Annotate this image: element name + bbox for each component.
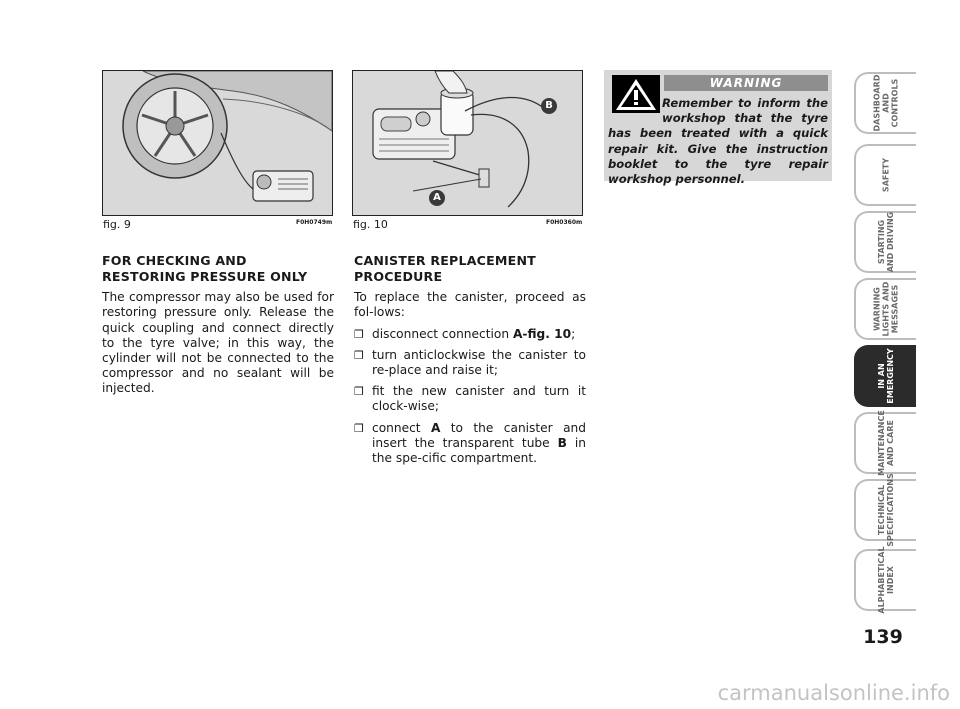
tab-label: DASHBOARD AND CONTROLS [872, 74, 900, 132]
step-1-ref: A-fig. 10 [512, 326, 572, 341]
figure-10-caption: fig. 10 [353, 218, 388, 231]
page-number: 139 [863, 626, 903, 648]
procedure-step-3 [354, 384, 586, 414]
step-1-text: disconnect connection [372, 326, 513, 341]
tab-alphabetical-index[interactable] [854, 546, 916, 614]
figure-9-code: F0H0749m [296, 219, 333, 226]
section-intro-canister: To replace the canister, proceed as fol-lows: [354, 290, 586, 320]
figure-9-caption: fig. 9 [103, 218, 131, 231]
bullet-checkbox-icon: ❒ [354, 327, 364, 341]
step-4-end: in the spe-cific compartment. [372, 435, 586, 466]
tab-label: WARNING LIGHTS AND MESSAGES [872, 281, 900, 337]
tab-label: MAINTENANCE AND CARE [877, 410, 895, 476]
tab-dashboard-and-controls[interactable] [854, 72, 916, 134]
right-text-column [354, 253, 586, 472]
section-paragraph-pressure: The compressor may also be used for restoring pressure only. Release the quick coupling and connect directly to the tyre valve; in this way, the cylinder will not be connected to the compressor and no sealant will be injected. [102, 290, 334, 396]
tab-in-an-emergency[interactable] [854, 345, 916, 407]
figure-10-code: F0H0360m [546, 219, 583, 226]
step-4-text: connect [372, 420, 431, 435]
tab-label: IN AN EMERGENCY [877, 348, 895, 404]
step-4-mid: to the canister and insert the transparent tube [372, 420, 586, 450]
procedure-step-1 [354, 327, 586, 342]
tab-maintenance-and-care[interactable] [854, 412, 916, 474]
watermark: carmanualsonline.info [717, 681, 950, 705]
figure-10-illustration [352, 70, 583, 216]
left-text-column [102, 253, 334, 403]
canister-compressor-drawing [353, 71, 582, 215]
tab-starting-and-driving[interactable] [854, 211, 916, 273]
step-2-text: turn anticlockwise the canister to re-place and raise it; [372, 347, 586, 377]
tab-safety[interactable] [854, 144, 916, 206]
section-heading-pressure: FOR CHECKING AND RESTORING PRESSURE ONLY [102, 253, 308, 284]
chapter-tabs [854, 0, 960, 709]
tab-label: SAFETY [881, 157, 891, 193]
bullet-checkbox-icon: ❒ [354, 385, 364, 399]
tyre-compressor-drawing [103, 71, 332, 215]
tab-label: STARTING AND DRIVING [877, 211, 895, 273]
warning-text: Remember to inform the workshop that the tyre has been treated with a quick repair kit. Give the instruction booklet to the tyre repair workshop personnel. [608, 96, 828, 187]
callout-b-label: B [545, 100, 553, 111]
tab-warning-lights-and-messages[interactable] [854, 278, 916, 340]
step-3-text: fit the new canister and turn it clock-wise; [372, 384, 586, 414]
bullet-checkbox-icon: ❒ [354, 348, 364, 362]
figure-9-illustration [102, 70, 333, 216]
tab-technical-specifications[interactable] [854, 473, 916, 547]
callout-a-label: A [433, 192, 441, 203]
warning-box [604, 70, 832, 187]
procedure-step-4 [354, 421, 586, 467]
step-1-end: ; [571, 326, 576, 341]
procedure-step-2 [354, 348, 586, 378]
warning-label: WARNING [664, 75, 828, 91]
tab-label: TECHNICAL SPECIFICATIONS [877, 473, 895, 547]
step-4-ref-b: B [557, 435, 567, 450]
section-heading-canister: CANISTER REPLACEMENT PROCEDURE [354, 253, 536, 284]
tab-label: ALPHABETICAL INDEX [877, 546, 895, 614]
bullet-checkbox-icon: ❒ [354, 421, 364, 435]
step-4-ref-a: A [430, 420, 441, 435]
